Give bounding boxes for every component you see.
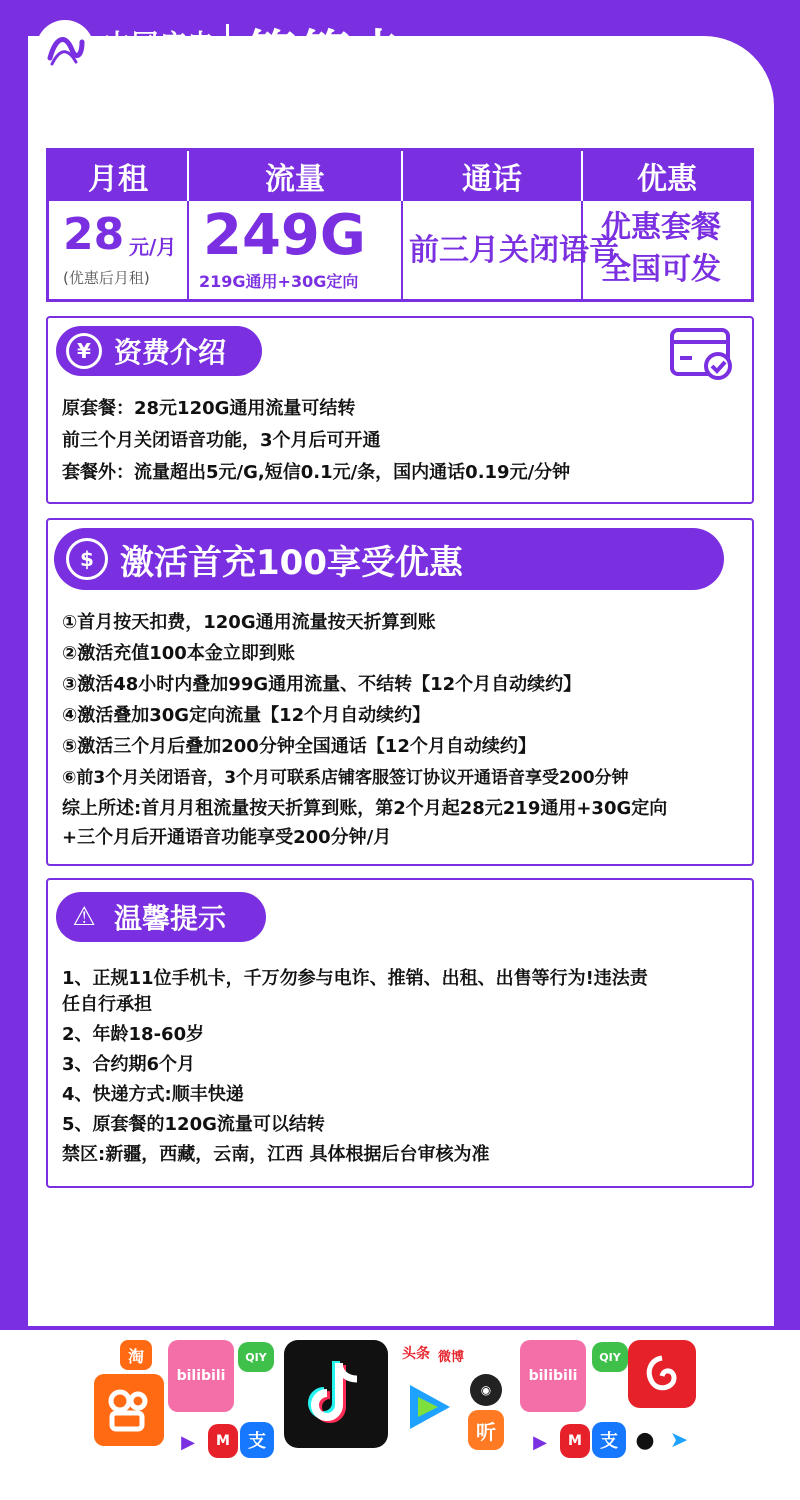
qq-icon: ● <box>630 1424 660 1456</box>
yuan-icon: ¥ <box>66 333 102 369</box>
call-value: 前三月关闭语音 <box>409 233 619 268</box>
price-unit: 元/月 <box>129 235 177 259</box>
toutiao-icon: 头条 <box>398 1340 434 1366</box>
mango-tv-icon-2: M <box>560 1424 590 1458</box>
weibo-icon: 微博 <box>436 1340 466 1370</box>
alipay-icon: 支 <box>240 1422 274 1458</box>
ximalaya-listen-icon: 听 <box>468 1410 504 1450</box>
fee-line-1: 原套餐：28元120G通用流量可结转 <box>62 398 356 419</box>
tip-line-4: 4、快递方式:顺丰快递 <box>62 1084 244 1105</box>
activation-title: 激活首充100享受优惠 <box>120 542 463 583</box>
tip-line-5: 5、原套餐的120G流量可以结转 <box>62 1114 325 1135</box>
data-cell <box>189 201 403 299</box>
warning-icon: ⚠ <box>72 902 96 932</box>
app-icon-strip <box>0 1330 800 1500</box>
header-promo: 优惠 <box>583 151 751 201</box>
tip-line-2: 2、年龄18-60岁 <box>62 1024 205 1045</box>
activation-badge <box>54 528 724 590</box>
tip-restricted-regions: 禁区:新疆，西藏，云南，江西 具体根据后台审核为准 <box>62 1144 490 1165</box>
tip-line-1: 1、正规11位手机卡，千万勿参与电诈、推销、出租、出售等行为!违法责 <box>62 968 648 989</box>
header-monthly-fee: 月租 <box>49 151 189 201</box>
brand-name-cn: 中国广电 <box>104 30 217 60</box>
tips-badge <box>56 892 266 942</box>
paper-plane-icon: ➤ <box>664 1424 694 1456</box>
activation-summary-2: +三个月后开通语音功能享受200分钟/月 <box>62 827 392 848</box>
promo-line-2: 全国可发 <box>601 252 721 287</box>
bilibili-icon: bilibili <box>168 1340 234 1412</box>
kuaishou-icon <box>94 1374 164 1446</box>
activation-line-1: ①首月按天扣费，120G通用流量按天折算到账 <box>62 612 436 633</box>
activation-summary-1: 综上所述:首月月租流量按天折算到账，第2个月起28元219通用+30G定向 <box>62 798 668 819</box>
youku-icon-2: ▶ <box>524 1426 556 1458</box>
promo-line-1: 优惠套餐 <box>601 210 721 245</box>
data-value: 249G <box>203 203 366 268</box>
header <box>0 0 800 110</box>
activation-line-2: ②激活充值100本金立即到账 <box>62 643 295 664</box>
iqiyi-icon: QIY <box>238 1342 274 1372</box>
activation-line-4: ④激活叠加30G定向流量【12个月自动续约】 <box>62 705 431 726</box>
brand-name-en: China Broadnet <box>104 58 205 73</box>
taobao-icon: 淘 <box>120 1340 152 1370</box>
game-icon: ◉ <box>470 1374 502 1406</box>
bilibili-icon-2: bilibili <box>520 1340 586 1412</box>
page-title: 笨笨卡 <box>246 25 408 83</box>
iqiyi-icon-2: QIY <box>592 1342 628 1372</box>
activation-line-3: ③激活48小时内叠加99G通用流量、不结转【12个月自动续约】 <box>62 674 582 695</box>
header-calls: 通话 <box>403 151 583 201</box>
price-note: (优惠后月租) <box>63 269 150 287</box>
price-value: 28 <box>63 209 125 260</box>
mango-tv-icon: M <box>208 1424 238 1458</box>
china-broadnet-logo-icon <box>36 20 94 78</box>
dollar-cycle-icon: $ <box>66 538 108 580</box>
netease-music-icon <box>628 1340 696 1408</box>
plan-table <box>46 148 754 302</box>
fee-line-3: 套餐外：流量超出5元/G,短信0.1元/条，国内通话0.19元/分钟 <box>62 462 571 483</box>
tiktok-icon <box>284 1340 388 1448</box>
fee-intro-panel <box>46 316 754 504</box>
activation-panel <box>46 518 754 866</box>
tip-line-3: 3、合约期6个月 <box>62 1054 196 1075</box>
tips-panel <box>46 878 754 1188</box>
fee-intro-title: 资费介绍 <box>114 336 227 369</box>
alipay-icon-2: 支 <box>592 1422 626 1458</box>
youku-icon: ▶ <box>172 1426 204 1458</box>
tips-title: 温馨提示 <box>114 902 227 935</box>
fee-intro-badge <box>56 326 262 376</box>
tip-line-1-cont: 任自行承担 <box>62 994 152 1015</box>
activation-line-6: ⑥前3个月关闭语音，3个月可联系店铺客服签订协议开通语音享受200分钟 <box>62 768 629 788</box>
tencent-video-icon <box>398 1376 458 1438</box>
price-cell <box>49 201 189 299</box>
activation-line-5: ⑤激活三个月后叠加200分钟全国通话【12个月自动续约】 <box>62 736 536 757</box>
header-divider <box>226 24 229 76</box>
header-data: 流量 <box>189 151 403 201</box>
bill-check-icon <box>670 328 734 380</box>
fee-line-2: 前三个月关闭语音功能，3个月后可开通 <box>62 430 381 451</box>
data-note: 219G通用+30G定向 <box>199 272 359 291</box>
promo-text <box>601 207 721 291</box>
promo-cell <box>583 201 751 299</box>
call-cell <box>403 201 619 299</box>
